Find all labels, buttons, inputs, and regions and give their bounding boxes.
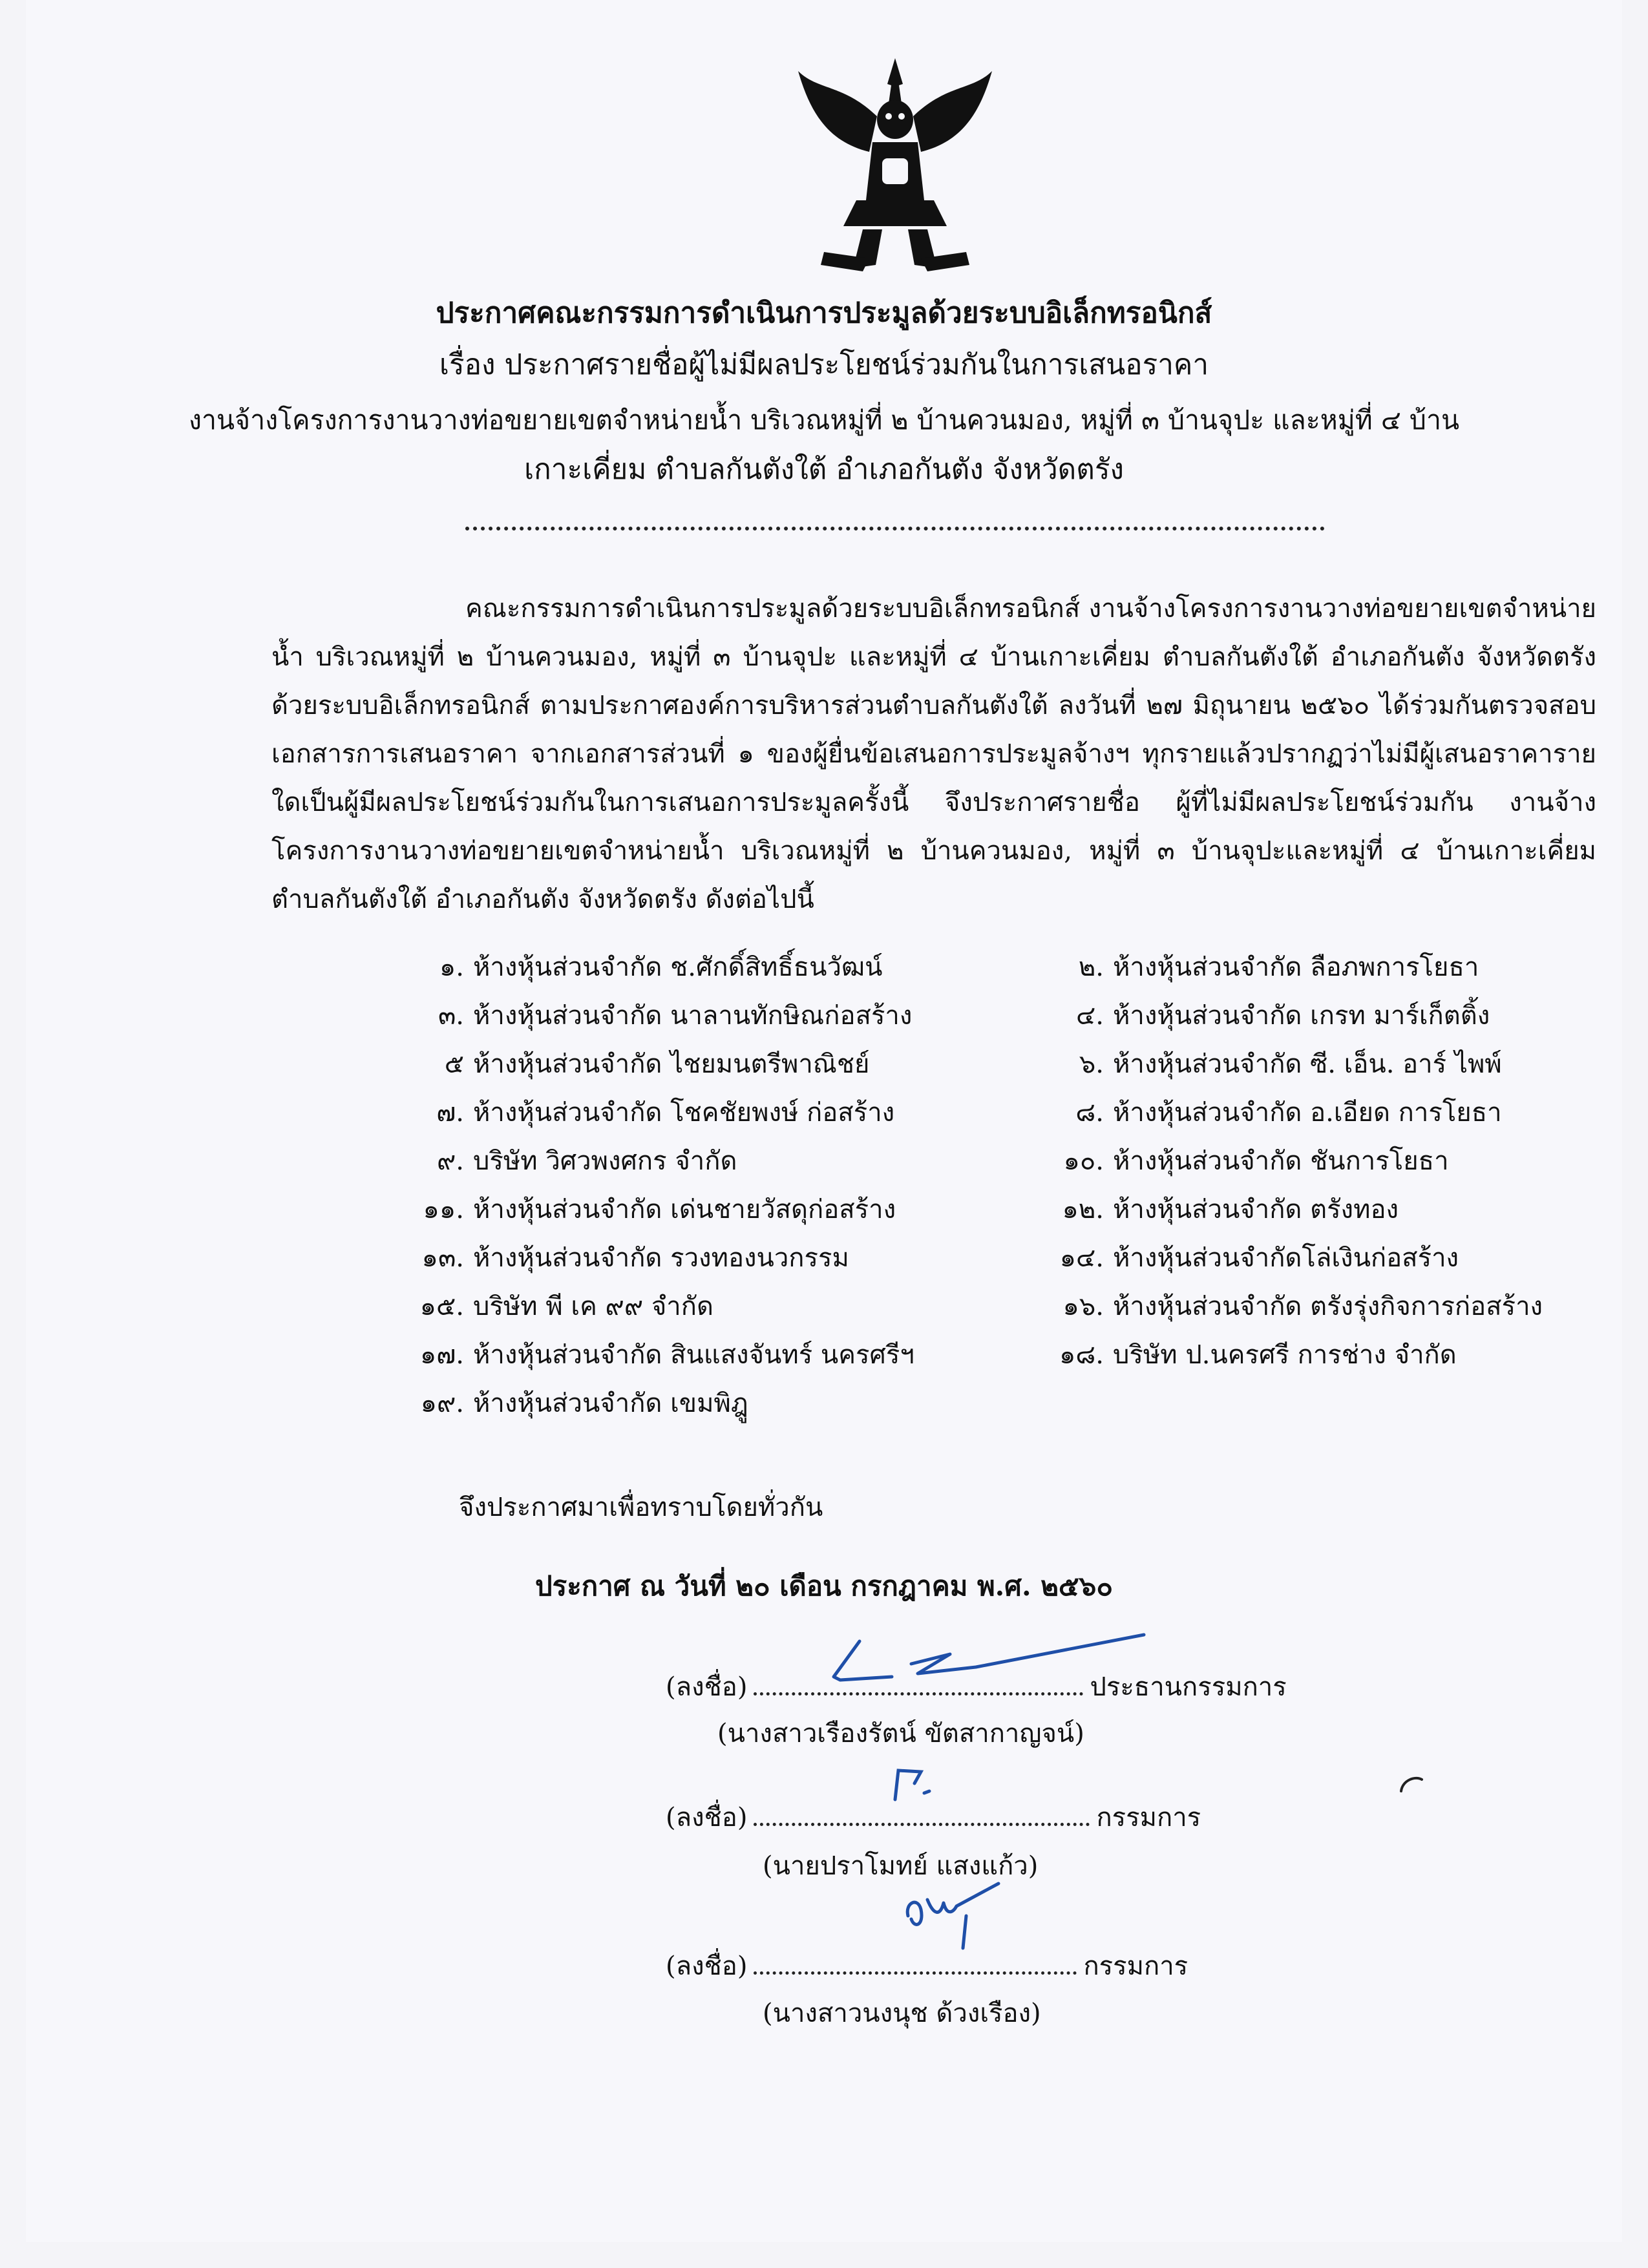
list-item (414, 1331, 914, 1380)
signer-name-chairman: (นางสาวเรืองรัตน์ ขัตสากาญจน์) (717, 1719, 1084, 1748)
list-item-name: ห้างหุ้นส่วนจำกัด อ.เอียด การโยธา (1113, 1098, 1502, 1128)
list-item-name: ห้างหุ้นส่วนจำกัด ตรังรุ่งกิจการก่อสร้าง (1113, 1292, 1543, 1321)
list-item (1053, 1186, 1543, 1234)
list-item-name: ห้างหุ้นส่วนจำกัด ช.ศักดิ์สิทธิ์ธนวัฒน์ (473, 952, 883, 982)
list-item (414, 943, 914, 992)
list-item (414, 1380, 914, 1428)
list-item (1053, 1137, 1543, 1186)
list-item-number: ๓. (438, 1001, 464, 1031)
list-item-number: ๙. (436, 1146, 464, 1176)
list-item (414, 1283, 914, 1331)
bidder-list-left (414, 943, 914, 1428)
list-item-number: ๑๑. (423, 1195, 464, 1224)
list-item-number: ๕ (444, 1049, 464, 1079)
list-item-name: ห้างหุ้นส่วนจำกัด เด่นชายวัสดุก่อสร้าง (473, 1195, 896, 1224)
garuda-emblem-icon (785, 45, 1005, 278)
list-item (1053, 1234, 1543, 1283)
signer-role: กรรมการ (1083, 1951, 1188, 1981)
handwritten-signature-1 (821, 1615, 1157, 1693)
list-item (414, 1137, 914, 1186)
list-item-number: ๑๗. (419, 1340, 464, 1370)
sign-label: (ลงชื่อ) (666, 1951, 748, 1981)
list-item-number: ๗. (436, 1098, 464, 1128)
list-item (1053, 1089, 1543, 1137)
announcement-date: ประกาศ ณ วันที่ ๒๐ เดือน กรกฎาคม พ.ศ. ๒๕๖๐ (535, 1570, 1113, 1602)
list-item (1053, 1283, 1543, 1331)
list-item-number: ๑๐. (1063, 1146, 1104, 1176)
list-item-name: ห้างหุ้นส่วนจำกัด เขมพิฎู (473, 1389, 748, 1418)
list-item (1053, 992, 1543, 1040)
handwritten-signature-2 (885, 1764, 944, 1816)
signer-role: ประธานกรรมการ (1090, 1672, 1287, 1702)
list-item-number: ๔. (1076, 1001, 1104, 1031)
announcement-subject: เรื่อง ประกาศรายชื่อผู้ไม่มีผลประโยชน์ร่วมกันในการเสนอราคา (439, 348, 1209, 381)
list-item (414, 1234, 914, 1283)
signer-name-member-2: (นางสาวนงนุช ด้วงเรือง) (763, 1999, 1041, 2028)
list-item-name: บริษัท ป.นครศรี การช่าง จำกัด (1113, 1340, 1457, 1370)
body-paragraph-text: คณะกรรมการดำเนินการประมูลด้วยระบบอิเล็กทรอนิกส์ งานจ้างโครงการงานวางท่อขยายเขตจำหน่ายน้ำ บริเวณหมู่ที่ ๒ บ้านควนมอง, หมู่ที่ ๓ บ้านจุปะ และหมู่ที่ ๔ บ้านเกาะเคี่ยม ตำบลกันตังใต้ อำเภอกันตัง จังหวัดตรัง ด้วยระบบอิเล็กทรอนิกส์ ตามประกาศองค์การบริหารส่วนตำบลกันตังใต้ ลงวันที่ ๒๗ มิถุนายน ๒๕๖๐ ได้ร่วมกันตรวจสอบเอกสารการเสนอราคา จากเอกสารส่วนที่ ๑ ของผู้ยื่นข้อเสนอการประมูลจ้างฯ ทุกรายแล้วปรากฏว่าไม่มีผู้เสนอราคารายใดเป็นผู้มีผลประโยชน์ร่วมกันในการเสนอการประมูลครั้งนี้ จึงประกาศรายชื่อ ผู้ที่ไม่มีผลประโยชน์ร่วมกัน งานจ้างโครงการงานวางท่อขยายเขตจำหน่ายน้ำ บริเวณหมู่ที่ ๒ บ้านควนมอง, หมู่ที่ ๓ บ้านจุปะและหมู่ที่ ๔ บ้านเกาะเคี่ยม ตำบลกันตังใต้ อำเภอกันตัง จังหวัดตรัง ดังต่อไปนี้ (271, 594, 1596, 914)
list-item-number: ๑๓. (421, 1243, 464, 1273)
list-item-number: ๑๒. (1062, 1195, 1104, 1224)
handwritten-signature-3 (902, 1877, 1005, 1955)
signature-dotted-line (754, 1818, 1090, 1826)
bidder-list-right (1053, 943, 1543, 1380)
list-item-number: ๖. (1079, 1049, 1104, 1079)
header-divider (465, 507, 1325, 530)
signature-dotted-line (754, 1966, 1077, 1975)
list-item-number: ๑๕. (419, 1292, 464, 1321)
list-item-number: ๑๖. (1062, 1292, 1104, 1321)
list-item-number: ๑. (439, 952, 464, 982)
list-item-name: ห้างหุ้นส่วนจำกัด เกรท มาร์เก็ตติ้ง (1113, 1001, 1490, 1031)
list-item-number: ๑๘. (1059, 1340, 1104, 1370)
list-item-name: ห้างหุ้นส่วนจำกัด รวงทองนวกรรม (473, 1243, 849, 1273)
list-item-name: ห้างหุ้นส่วนจำกัด นาลานทักษิณก่อสร้าง (473, 1001, 913, 1031)
list-item-name: ห้างหุ้นส่วนจำกัด ลือภพการโยธา (1113, 952, 1479, 982)
signer-name-member-1: (นายปราโมทย์ แสงแก้ว) (763, 1851, 1039, 1881)
list-item-number: ๒. (1078, 952, 1104, 982)
closing-statement: จึงประกาศมาเพื่อทราบโดยทั่วกัน (459, 1493, 823, 1522)
list-item-name: ห้างหุ้นส่วนจำกัด ชันการโยธา (1113, 1146, 1449, 1176)
list-item-name: ห้างหุ้นส่วนจำกัดโล่เงินก่อสร้าง (1113, 1243, 1459, 1273)
list-item-name: ห้างหุ้นส่วนจำกัด ซี. เอ็น. อาร์ ไพพ์ (1113, 1049, 1502, 1079)
list-item-name: ห้างหุ้นส่วนจำกัด โชคชัยพงษ์ ก่อสร้าง (473, 1098, 895, 1128)
list-item-name: บริษัท วิศวพงศกร จำกัด (473, 1146, 737, 1176)
list-item-number: ๘. (1075, 1098, 1104, 1128)
list-item-name: ห้างหุ้นส่วนจำกัด ตรังทอง (1113, 1195, 1399, 1224)
project-title-line-1: งานจ้างโครงการงานวางท่อขยายเขตจำหน่ายน้ำ บริเวณหมู่ที่ ๒ บ้านควนมอง, หมู่ที่ ๓ บ้านจุปะ และหมู่ที่ ๔ บ้าน (188, 404, 1460, 436)
list-item (414, 1089, 914, 1137)
list-item-name: ห้างหุ้นส่วนจำกัด ไชยมนตรีพาณิชย์ (473, 1049, 870, 1079)
body-paragraph (271, 585, 1596, 924)
project-title-line-2: เกาะเคี่ยม ตำบลกันตังใต้ อำเภอกันตัง จังหวัดตรัง (524, 453, 1124, 486)
list-item-name: บริษัท พี เค ๙๙ จำกัด (473, 1292, 713, 1321)
list-item (414, 1186, 914, 1234)
list-item (1053, 943, 1543, 992)
list-item (414, 1040, 914, 1089)
announcement-title: ประกาศคณะกรรมการดำเนินการประมูลด้วยระบบอิเล็กทรอนิกส์ (436, 297, 1212, 330)
sign-label: (ลงชื่อ) (666, 1672, 748, 1702)
stray-pen-mark (1396, 1770, 1428, 1796)
list-item-name: ห้างหุ้นส่วนจำกัด สินแสงจันทร์ นครศรีฯ (473, 1340, 914, 1370)
list-item (1053, 1331, 1543, 1380)
list-item (414, 992, 914, 1040)
list-item-number: ๑๙. (420, 1389, 464, 1418)
sign-label: (ลงชื่อ) (666, 1803, 748, 1832)
list-item-number: ๑๔. (1059, 1243, 1104, 1273)
signer-role: กรรมการ (1096, 1803, 1201, 1832)
list-item (1053, 1040, 1543, 1089)
